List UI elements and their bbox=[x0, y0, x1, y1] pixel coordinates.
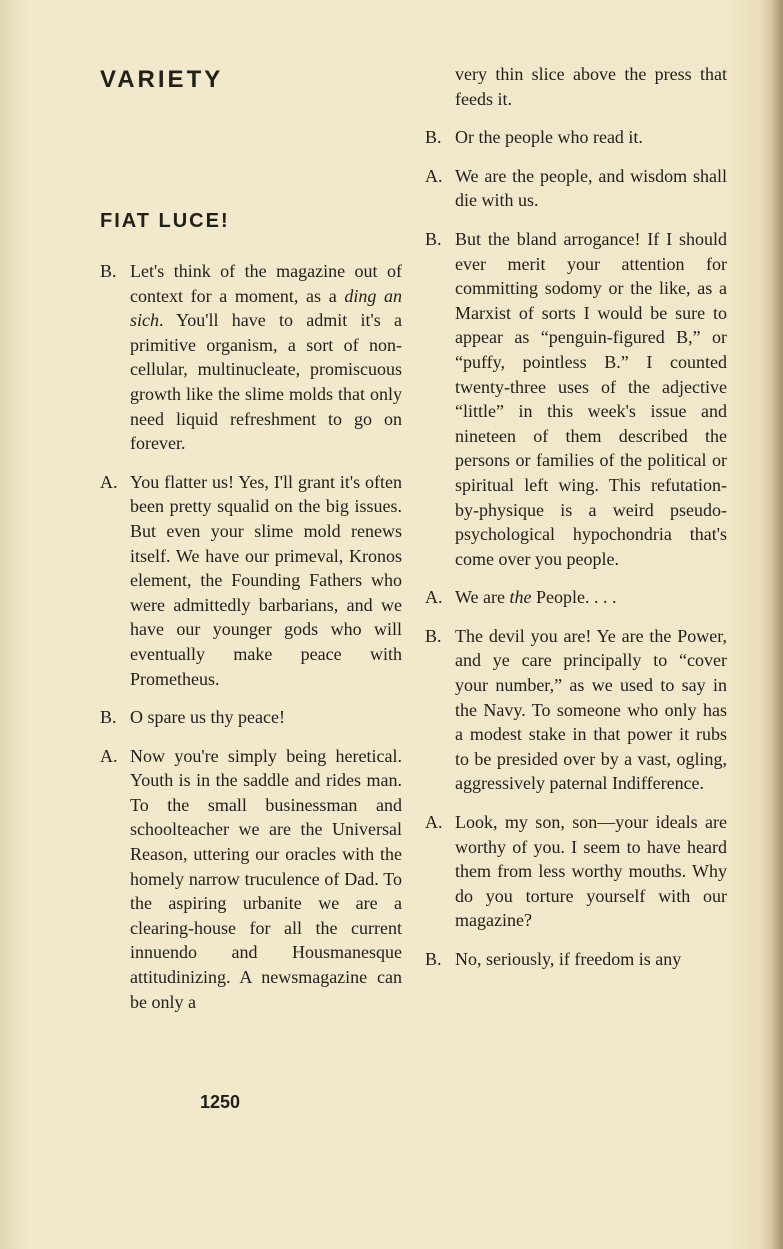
section-title: VARIETY bbox=[100, 66, 224, 93]
dialogue-turn bbox=[100, 705, 402, 730]
speech-text: No, seriously, if freedom is any bbox=[455, 949, 682, 969]
speech-text: O spare us thy peace! bbox=[130, 707, 285, 728]
speech-text: . You'll have to admit it's a primitive organism, a sort of non-cellular, multinucleate, promiscuous growth like the slime molds that only need liquid refreshment to go on forever. bbox=[130, 310, 402, 454]
dialogue-turn bbox=[100, 470, 402, 691]
dialogue-turn bbox=[100, 259, 402, 456]
dialogue-turn bbox=[425, 125, 727, 150]
speech-text: The devil you are! Ye are the Power, and ye care principally to “cover your number,” as we used to say in the Navy. To someone who only has a modest stake in that power it rubs to be presided over by a vast, ogling, aggressively paternal Indifference. bbox=[455, 625, 727, 794]
dialogue-turn bbox=[425, 810, 727, 933]
speaker-label: A. bbox=[425, 587, 443, 608]
page-number: 1250 bbox=[200, 1092, 241, 1112]
speech-text: Now you're simply being heretical. Youth is in the saddle and rides man. To the small businessman and schoolteacher we are the Universal Reason, uttering our oracles with the homely narrow truculence of Dad. To the aspiring urbanite we are a clearing-house for all the current innuendo and Housmanesque attitudinizing. A newsmagazine can be only a bbox=[130, 745, 402, 1012]
article-title: FIAT LUCE! bbox=[100, 210, 230, 232]
speaker-label: B. bbox=[100, 707, 117, 728]
speaker-label: A. bbox=[100, 471, 118, 492]
speaker-label: A. bbox=[100, 745, 118, 766]
speech-text: We are bbox=[455, 587, 510, 608]
italic-text: ding an sich bbox=[130, 285, 402, 331]
speaker-label: B. bbox=[425, 127, 442, 148]
speaker-label: B. bbox=[425, 228, 442, 249]
speech-text: But the bland arrogance! If I should ever merit your attention for committing sodomy or the like, as a Marxist of sorts I would be sure to appear as “penguin-figured B,” or “puffy, pointless B.” I counted twenty-three uses of the adjective “little” in this week's issue and nineteen of them described the persons or families of the political or spiritual left wing. This refutation-by-physique is a weird pseudo-psychological hypochondria that's come over you people. bbox=[455, 228, 727, 569]
speaker-label: A. bbox=[425, 165, 443, 186]
right-column bbox=[425, 62, 727, 986]
speech-text: We are the people, and wisdom shall die with us. bbox=[455, 165, 727, 211]
dialogue-turn bbox=[425, 164, 727, 213]
speaker-label: B. bbox=[100, 261, 117, 281]
dialogue-turn bbox=[425, 227, 727, 571]
italic-text: the bbox=[509, 587, 532, 608]
dialogue-turn bbox=[425, 585, 727, 610]
speaker-label: B. bbox=[425, 625, 442, 646]
book-spine-edge bbox=[773, 0, 783, 1249]
speech-text: People. . . . bbox=[531, 587, 617, 608]
speaker-label: B. bbox=[425, 949, 442, 969]
speaker-label: A. bbox=[425, 812, 443, 833]
left-column bbox=[100, 259, 402, 1028]
dialogue-turns bbox=[425, 125, 727, 971]
continued-paragraph: very thin slice above the press that feeds it. bbox=[455, 64, 727, 109]
dialogue-turn bbox=[425, 947, 727, 972]
dialogue-turn bbox=[425, 624, 727, 796]
speech-text: You flatter us! Yes, I'll grant it's often been pretty squalid on the big issues. But even your slime mold renews itself. We have our primeval, Kronos element, the Founding Fathers who were admittedly barbarians, and we have our younger gods who will eventually make peace with Prometheus. bbox=[130, 471, 402, 689]
speech-text: Let's think of the magazine out of context for a moment, as a bbox=[130, 261, 402, 306]
speech-text: Or the people who read it. bbox=[455, 127, 643, 148]
speech-text: Look, my son, son—your ideals are worthy of you. I seem to have heard them from less worthy mouths. Why do you torture yourself with our magazine? bbox=[455, 812, 727, 931]
dialogue-turn bbox=[100, 744, 402, 1015]
